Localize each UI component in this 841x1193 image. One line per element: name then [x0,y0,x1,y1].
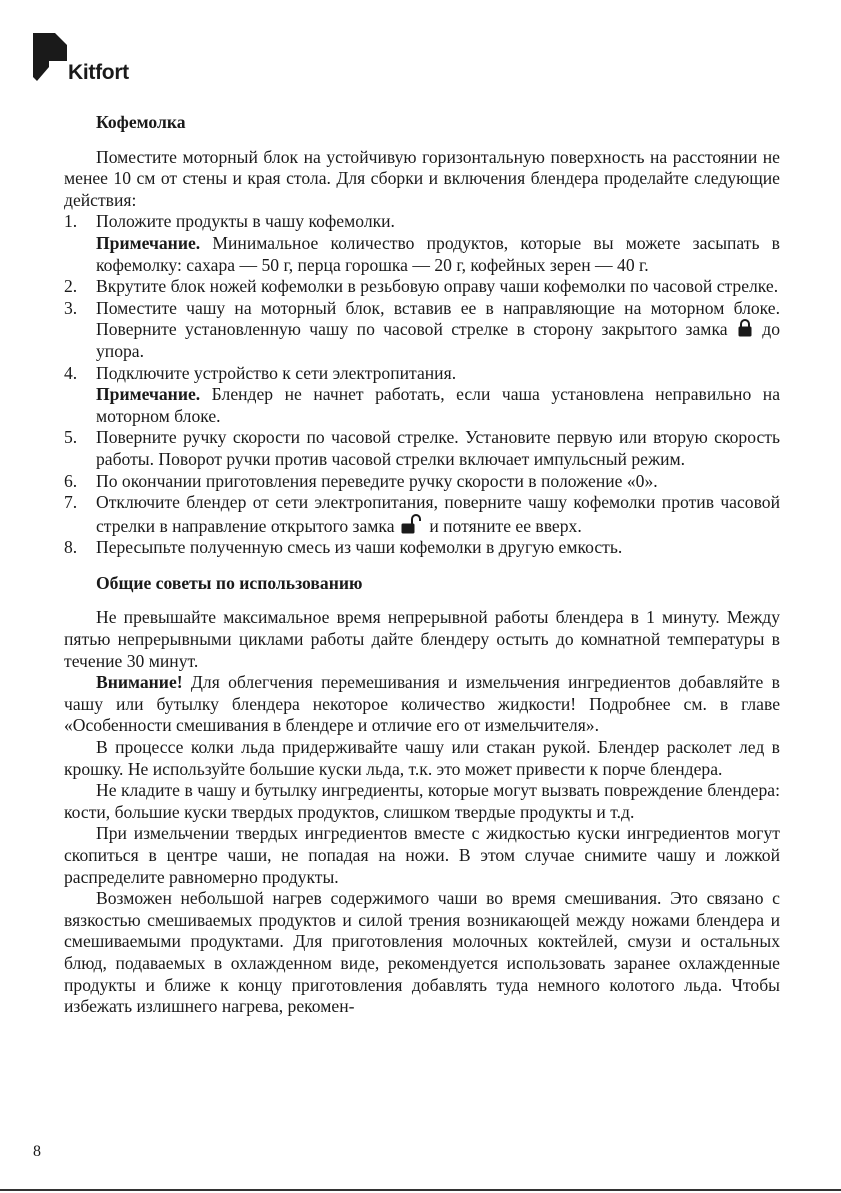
attention-label: Внимание! [96,672,183,693]
section-title-coffee-grinder: Кофемолка [96,112,186,132]
section-title-general-tips: Общие советы по использованию [96,572,363,593]
step-text: Вкрутите блок ножей кофемолки в резьбовую оправу чаши кофемолки по часовой стрелке. [96,276,779,297]
kitfort-logo-mark [33,33,67,83]
step-text: Положите продукты в чашу кофемолки. [96,211,395,232]
steps-list [64,211,780,559]
step-text: и потяните ее вверх. [429,515,582,536]
lock-closed-icon [738,319,752,337]
list-item: 3. Поместите чашу на моторный блок, вставив ее в направляющие на моторном блоке. Поверните установленную чашу по часовой стрелке в сторону закрытого замка до упора. [64,297,781,361]
kitfort-logo [33,33,129,83]
step-text: Поверните ручку скорости по часовой стрелке. Установите первую или вторую скорость работы. Поворот ручки против часовой стрелки включает импульсный режим. [96,427,780,469]
list-item: 5. Поверните ручку скорости по часовой стрелке. Установите первую или вторую скорость работы. Поворот ручки против часовой стрелки включает импульсный режим. [64,427,780,469]
note-label: Примечание. [96,232,201,253]
note-text: Минимальное количество продуктов, которые вы можете засыпать в кофемолку: сахара — 50 г, перца горошка — 20 г, кофейных зерен — 40 г. [96,232,780,275]
tips-paragraph: При измельчении твердых ингредиентов вместе с жидкостью куски ингредиентов могут скопиться в центре чаши, не попадая на ножи. В этом случае снимите чашу и ложкой распределите равномерно продукты. [64,823,780,887]
note-text: Блендер не начнет работать, если чаша установлена неправильно на моторном блоке. [96,384,780,426]
step-text: Подключите устройство к сети электропитания. [96,362,457,383]
page-bottom-rule [0,1189,841,1191]
lock-open-icon [401,514,423,534]
document-body [64,110,780,1018]
note-label: Примечание. [96,384,201,405]
tips-paragraph: В процессе колки льда придерживайте чашу или стакан рукой. Блендер расколет лед в крошку. Не используйте большие куски льда, т.к. это может привести к порче блендера. [64,737,780,779]
list-item: 1. Положите продукты в чашу кофемолки. Примечание. Минимальное количество продуктов, которые вы можете засыпать в кофемолку: сахара — 50 г, перца горошка — 20 г, кофейных зерен — 40 г. [64,211,780,275]
step-text: Отключите блендер от сети электропитания, поверните чашу кофемолки против часовой стрелки в направление открытого замка [96,492,780,536]
step-text: Поместите чашу на моторный блок, вставив ее в направляющие на моторном блоке. Поверните установленную чашу по часовой стрелке в сторону закрытого замка [96,297,780,340]
list-item: 2. Вкрутите блок ножей кофемолки в резьбовую оправу чаши кофемолки по часовой стрелке. [64,276,779,297]
list-item: 6. По окончании приготовления переведите ручку скорости в положение «0». [64,470,658,491]
step-text: Пересыпьте полученную смесь из чаши кофемолки в другую емкость. [96,537,623,558]
tips-paragraph: Возможен небольшой нагрев содержимого чаши во время смешивания. Это связано с вязкостью смешиваемых продуктов и силой трения возникающей между ножами блендера и смешиваемыми продуктами. Для приготовления молочных коктейлей, смузи и остальных блюд, подаваемых в охлажденном виде, рекомендуется использовать заранее охлажденные продукты и ближе к концу приготовления добавлять туда немного колотого льда. Чтобы избежать излишнего нагрева, рекомен- [64,888,780,1017]
intro-paragraph: Поместите моторный блок на устойчивую горизонтальную поверхность на расстоянии не менее 10 см от стены и края стола. Для сборки и включения блендера проделайте следующие действия: [64,146,780,210]
step-text: до упора. [96,319,781,361]
page-number: 8 [33,1143,41,1160]
list-item: 7. Отключите блендер от сети электропитания, поверните чашу кофемолки против часовой стрелки в направление открытого замка и потяните ее вверх. [64,492,780,536]
tips-paragraph: Внимание! Для облегчения перемешивания и измельчения ингредиентов добавляйте в чашу или бутылку блендера некоторое количество жидкости! Подробнее см. в главе «Особенности смешивания в блендере и отличие его от измельчителя». [64,672,780,736]
list-item: 8. Пересыпьте полученную смесь из чаши кофемолки в другую емкость. [64,537,623,558]
brand-name: Kitfort [68,61,129,84]
tips-paragraph: Не превышайте максимальное время непрерывной работы блендера в 1 минуту. Между пятью непрерывными циклами работы дайте блендеру остыть до комнатной температуры в течение 30 минут. [64,607,780,671]
tips-paragraph: Не кладите в чашу и бутылку ингредиенты, которые могут вызвать повреждение блендера: кости, большие куски твердых продуктов, слишком твердые продукты и т.д. [64,780,780,822]
step-text: По окончании приготовления переведите ручку скорости в положение «0». [96,470,658,491]
list-item: 4. Подключите устройство к сети электропитания. Примечание. Блендер не начнет работать, если чаша установлена неправильно на моторном блоке. [64,362,780,426]
